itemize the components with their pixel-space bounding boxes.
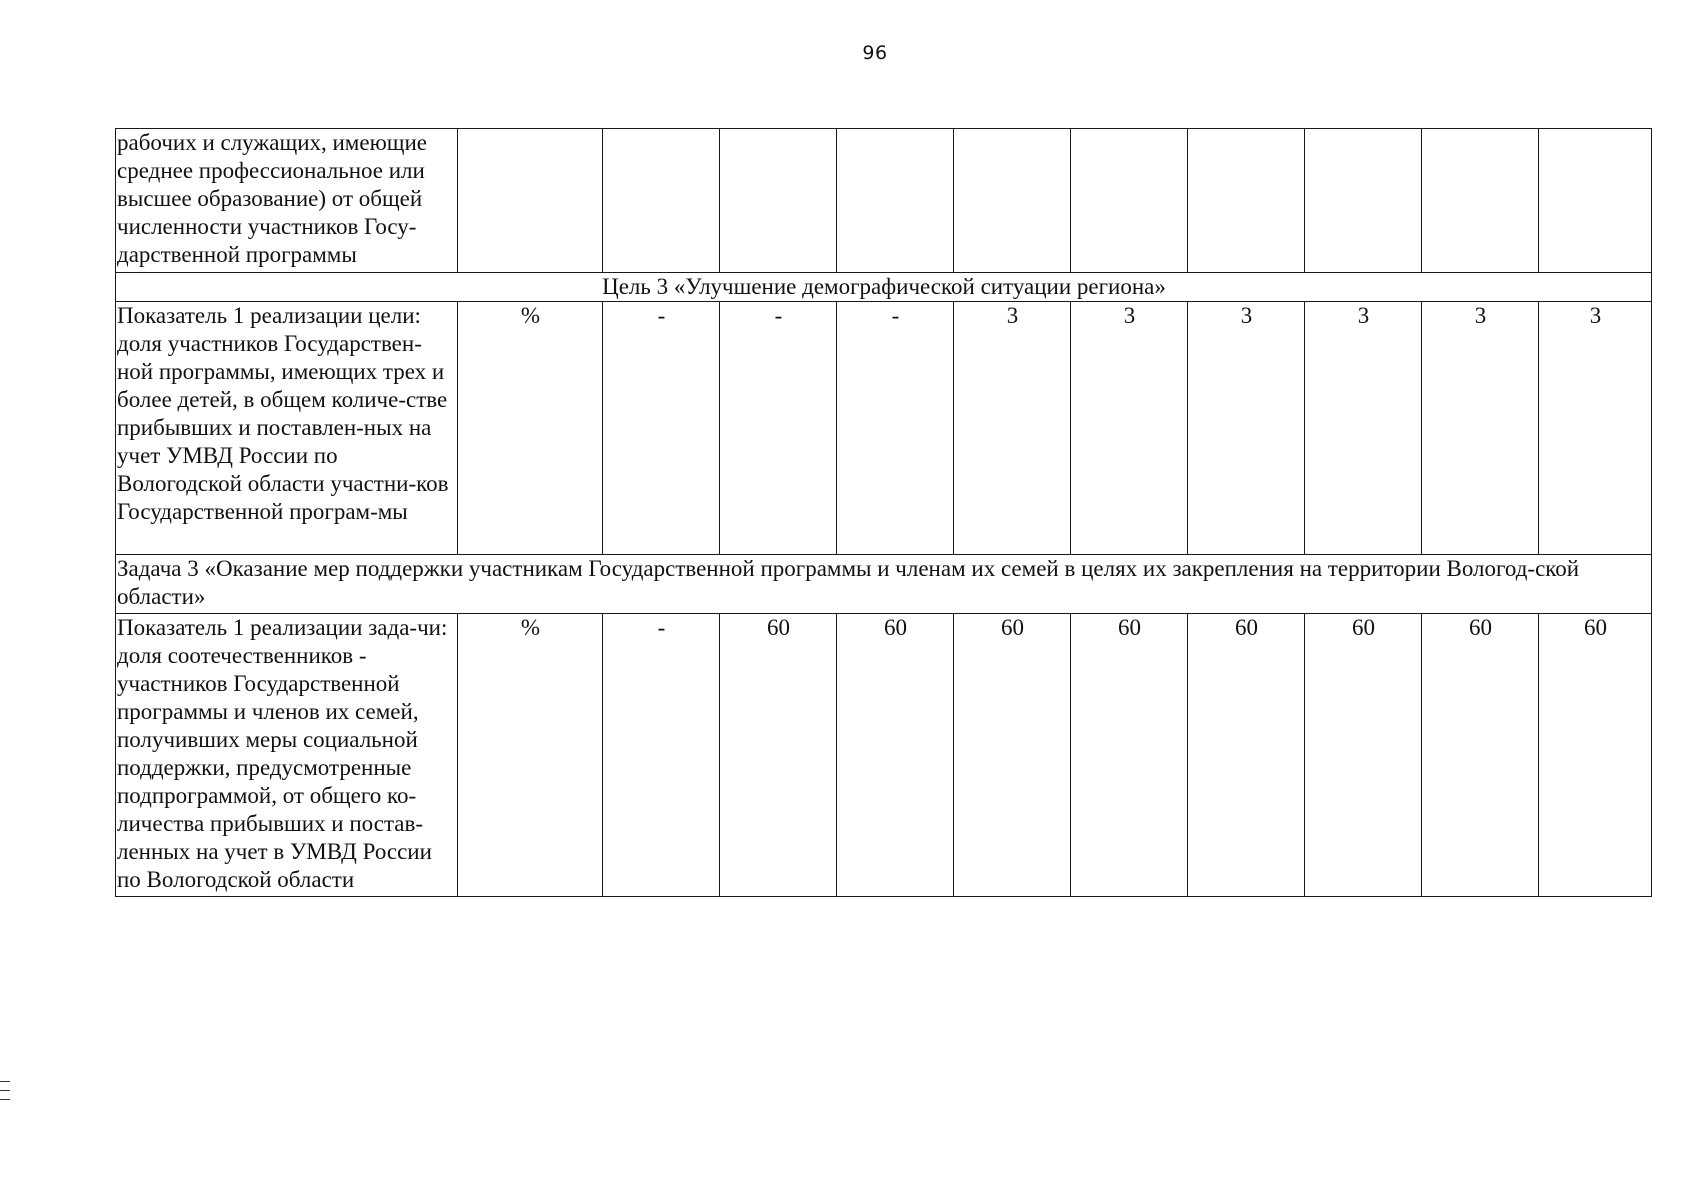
task-heading: Задача 3 «Оказание мер поддержки участникам Государственной программы и членам их семей в целях их закрепления на территории Вологод-ской области» — [116, 555, 1652, 614]
value-cell — [1422, 129, 1539, 273]
unit-cell: % — [458, 614, 603, 897]
indicator-name-cell: Показатель 1 реализации цели: доля участников Государствен-ной программы, имеющих трех и более детей, в общем количе-стве прибывших и поставлен-ных на учет УМВД России по Вологодской области участни-ков Государственной програм-мы — [116, 302, 458, 555]
scan-mark — [0, 1081, 10, 1082]
value-cell: 60 — [1422, 614, 1539, 897]
value-cell: - — [603, 302, 720, 555]
value-cell: 3 — [1539, 302, 1652, 555]
indicator-name-cell: рабочих и служащих, имеющие среднее профессиональное или высшее образование) от общей численности участников Госу-дарственной программы — [116, 129, 458, 273]
value-cell: 60 — [720, 614, 837, 897]
indicator-name-cell: Показатель 1 реализации зада-чи: доля соотечественников - участников Государственной программы и членов их семей, получивших меры социальной поддержки, предусмотренные подпрограммой, от общего ко-личества прибывших и постав-ленных на учет в УМВД России по Вологодской области — [116, 614, 458, 897]
value-cell: 60 — [1071, 614, 1188, 897]
unit-cell: % — [458, 302, 603, 555]
value-cell — [1071, 129, 1188, 273]
scan-mark — [0, 1099, 10, 1100]
table-row — [116, 555, 1652, 614]
value-cell: 60 — [1539, 614, 1652, 897]
value-cell: - — [720, 302, 837, 555]
value-cell: 3 — [1188, 302, 1305, 555]
value-cell: - — [837, 302, 954, 555]
value-cell — [603, 129, 720, 273]
value-cell — [1539, 129, 1652, 273]
table-row — [116, 302, 1652, 555]
value-cell — [1188, 129, 1305, 273]
value-cell: 3 — [954, 302, 1071, 555]
page-number: 96 — [862, 42, 888, 64]
value-cell: - — [603, 614, 720, 897]
indicators-table — [115, 128, 1652, 897]
value-cell — [720, 129, 837, 273]
scan-mark — [0, 1090, 10, 1091]
table-row — [116, 129, 1652, 273]
value-cell — [837, 129, 954, 273]
value-cell: 3 — [1422, 302, 1539, 555]
value-cell: 60 — [837, 614, 954, 897]
table-row — [116, 614, 1652, 897]
table-row — [116, 273, 1652, 302]
value-cell: 60 — [1305, 614, 1422, 897]
goal-heading: Цель 3 «Улучшение демографической ситуации региона» — [116, 273, 1652, 302]
value-cell: 60 — [1188, 614, 1305, 897]
value-cell: 3 — [1071, 302, 1188, 555]
value-cell: 60 — [954, 614, 1071, 897]
value-cell — [1305, 129, 1422, 273]
value-cell: 3 — [1305, 302, 1422, 555]
value-cell — [954, 129, 1071, 273]
unit-cell — [458, 129, 603, 273]
